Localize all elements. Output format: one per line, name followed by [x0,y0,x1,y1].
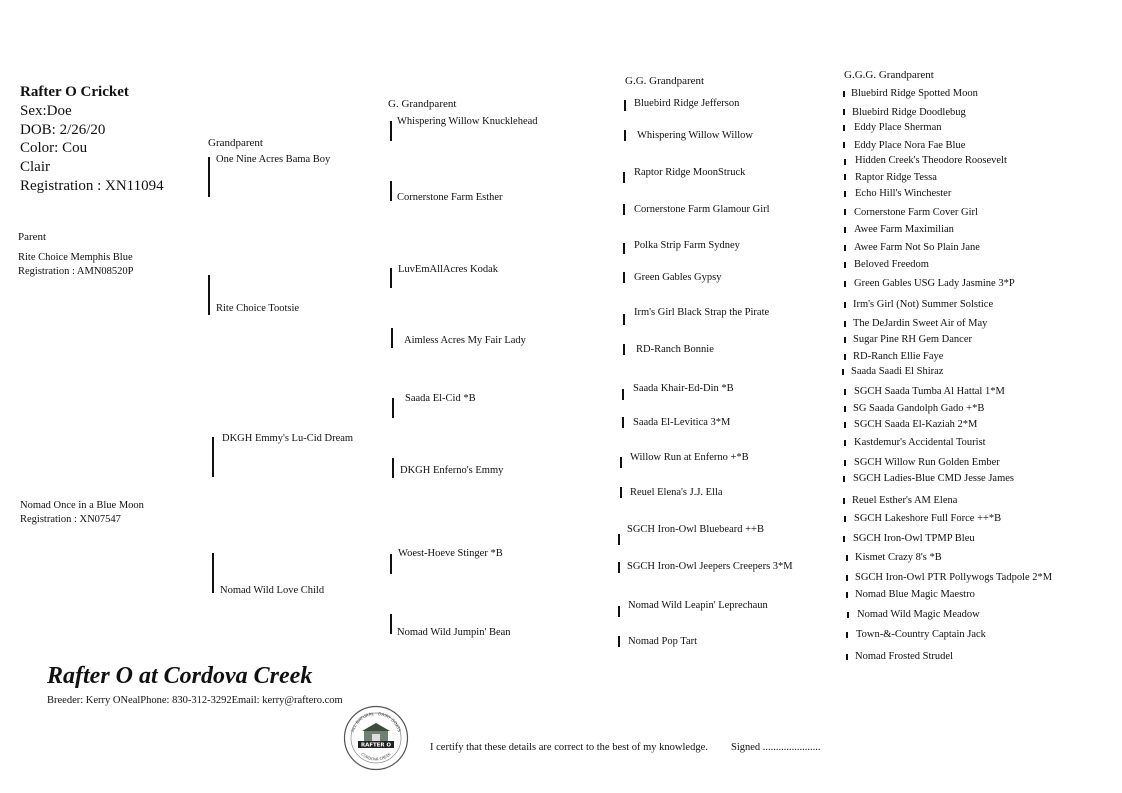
parent-dam-registration: Registration : XN07547 [20,514,121,525]
bracket-line [208,157,210,197]
bracket-line [618,534,620,545]
g-grandparent-8: Nomad Wild Jumpin' Bean [397,627,511,638]
bracket-line [390,268,392,288]
ggg-grandparent-9: Awee Farm Maximilian [854,224,954,235]
ggg-grandparent-5: Hidden Creek's Theodore Roosevelt [855,155,1007,166]
ggg-grandparent-28: SGCH Iron-Owl PTR Pollywogs Tadpole 2*M [855,572,1053,583]
bracket-line [620,457,622,468]
bracket-line [843,125,845,131]
ggg-grandparent-10: Awee Farm Not So Plain Jane [854,242,980,253]
farm-title: Rafter O at Cordova Creek [47,663,313,689]
ggg-grandparent-26: SGCH Iron-Owl TPMP Bleu [853,533,975,544]
bracket-line [844,406,846,412]
subject-sex: Sex:Doe [20,103,72,119]
g-grandparent-5: Saada El-Cid *B [405,393,476,404]
ggg-grandparent-6: Raptor Ridge Tessa [855,172,937,183]
bracket-line [847,612,849,618]
gg-grandparent-12: Reuel Elena's J.J. Ella [630,487,723,498]
bracket-line [843,91,845,97]
header-parent: Parent [18,231,47,243]
gg-grandparent-1: Bluebird Ridge Jefferson [634,98,740,109]
ggg-grandparent-32: Nomad Frosted Strudel [855,651,953,662]
ggg-grandparent-24: Reuel Esther's AM Elena [852,495,958,506]
ggg-grandparent-15: Sugar Pine RH Gem Dancer [853,334,972,345]
ggg-grandparent-17: Saada Saadi El Shiraz [851,366,944,377]
bracket-line [623,272,625,283]
ggg-grandparent-25: SGCH Lakeshore Full Force ++*B [854,513,1002,524]
g-grandparent-1: Whispering Willow Knucklehead [397,116,538,127]
ggg-grandparent-21: Kastdemur's Accidental Tourist [854,437,986,448]
subject-registration: Registration : XN11094 [20,178,164,194]
subject-dob: DOB: 2/26/20 [20,122,106,138]
svg-text:RAFTER O: RAFTER O [361,742,391,749]
gg-grandparent-8: RD-Ranch Bonnie [636,344,714,355]
g-grandparent-3: LuvEmAllAcres Kodak [398,264,499,275]
bracket-line [624,100,626,111]
ggg-grandparent-20: SGCH Saada El-Kaziah 2*M [854,419,978,430]
bracket-line [622,417,624,428]
bracket-line [846,575,848,581]
bracket-line [844,281,846,287]
ggg-grandparent-29: Nomad Blue Magic Maestro [855,589,975,600]
ggg-grandparent-7: Echo Hill's Winchester [855,188,952,199]
bracket-line [622,389,624,400]
bracket-line [846,555,848,561]
g-grandparent-4: Aimless Acres My Fair Lady [404,335,526,346]
bracket-line [390,121,392,141]
ggg-grandparent-31: Town-&-Country Captain Jack [856,629,986,640]
bracket-line [623,314,625,325]
ggg-grandparent-14: The DeJardin Sweet Air of May [853,318,988,329]
ggg-grandparent-23: SGCH Ladies-Blue CMD Jesse James [853,473,1014,484]
ggg-grandparent-12: Green Gables USG Lady Jasmine 3*P [854,278,1015,289]
bracket-line [390,181,392,201]
bracket-line [844,209,846,215]
bracket-line [844,262,846,268]
bracket-line [392,398,394,418]
bracket-line [623,204,625,215]
bracket-line [623,243,625,254]
breeder-contact: Breeder: Kerry ONealPhone: 830-312-3292Email: kerry@raftero.com [47,695,343,706]
ggg-grandparent-16: RD-Ranch Ellie Faye [853,351,944,362]
gg-grandparent-15: Nomad Wild Leapin' Leprechaun [628,600,768,611]
bracket-line [844,159,846,165]
parent-dam: Nomad Once in a Blue Moon [20,500,144,511]
ggg-grandparent-19: SG Saada Gandolph Gado +*B [853,403,985,414]
bracket-line [618,606,620,617]
grandparent-4: Nomad Wild Love Child [220,585,325,596]
ggg-grandparent-13: Irm's Girl (Not) Summer Solstice [853,299,994,310]
bracket-line [844,174,846,180]
svg-text:ALL NATURAL · DAIRY GOATS: ALL NATURAL · DAIRY GOATS [349,710,403,733]
subject-name: Rafter O Cricket [20,84,129,100]
bracket-line [391,328,393,348]
header-gg-grandparent: G.G. Grandparent [625,75,705,87]
bracket-line [390,614,392,634]
bracket-line [212,437,214,477]
grandparent-2: Rite Choice Tootsie [216,303,300,314]
parent-sire: Rite Choice Memphis Blue [18,252,133,263]
gg-grandparent-9: Saada Khair-Ed-Din *B [633,383,734,394]
gg-grandparent-13: SGCH Iron-Owl Bluebeard ++B [627,524,764,535]
ggg-grandparent-8: Cornerstone Farm Cover Girl [854,207,978,218]
gg-grandparent-11: Willow Run at Enferno +*B [630,452,749,463]
bracket-line [846,632,848,638]
bracket-line [623,344,625,355]
bracket-line [212,553,214,593]
bracket-line [844,460,846,466]
gg-grandparent-3: Raptor Ridge MoonStruck [634,167,746,178]
bracket-line [844,440,846,446]
gg-grandparent-10: Saada El-Levitica 3*M [633,417,731,428]
grandparent-3: DKGH Emmy's Lu-Cid Dream [222,433,354,444]
bracket-line [843,536,845,542]
header-grandparent: Grandparent [208,137,263,149]
parent-sire-registration: Registration : AMN08520P [18,266,134,277]
bracket-line [392,458,394,478]
bracket-line [843,109,845,115]
bracket-line [618,562,620,573]
bracket-line [846,654,848,660]
ggg-grandparent-11: Beloved Freedom [854,259,929,270]
bracket-line [844,245,846,251]
signature-line: Signed ...................... [731,742,821,753]
grandparent-1: One Nine Acres Bama Boy [216,154,331,165]
bracket-line [844,227,846,233]
ggg-grandparent-1: Bluebird Ridge Spotted Moon [851,88,978,99]
gg-grandparent-7: Irm's Girl Black Strap the Pirate [634,307,770,318]
bracket-line [844,354,846,360]
gg-grandparent-14: SGCH Iron-Owl Jeepers Creepers 3*M [627,561,793,572]
bracket-line [844,516,846,522]
subject-color: Color: Cou [20,140,88,156]
bracket-line [844,337,846,343]
bracket-line [844,321,846,327]
gg-grandparent-5: Polka Strip Farm Sydney [634,240,740,251]
header-ggg-grandparent: G.G.G. Grandparent [844,69,934,81]
ggg-grandparent-4: Eddy Place Nora Fae Blue [854,140,966,151]
bracket-line [843,498,845,504]
bracket-line [618,636,620,647]
bracket-line [846,592,848,598]
ggg-grandparent-30: Nomad Wild Magic Meadow [857,609,980,620]
ggg-grandparent-22: SGCH Willow Run Golden Ember [854,457,1000,468]
bracket-line [208,275,210,315]
gg-grandparent-4: Cornerstone Farm Glamour Girl [634,204,770,215]
bracket-line [844,191,846,197]
ggg-grandparent-18: SGCH Saada Tumba Al Hattal 1*M [854,386,1005,397]
bracket-line [843,476,845,482]
bracket-line [844,389,846,395]
ggg-grandparent-2: Bluebird Ridge Doodlebug [852,107,966,118]
g-grandparent-6: DKGH Enferno's Emmy [400,465,504,476]
bracket-line [842,369,844,375]
header-g-grandparent: G. Grandparent [388,98,457,110]
bracket-line [844,302,846,308]
svg-text:CORDOVA CREEK: CORDOVA CREEK [360,751,392,762]
gg-grandparent-2: Whispering Willow Willow [637,130,754,141]
bracket-line [624,130,626,141]
g-grandparent-2: Cornerstone Farm Esther [397,192,503,203]
farm-seal-logo [343,705,409,771]
bracket-line [623,172,625,183]
bracket-line [620,487,622,498]
bracket-line [844,422,846,428]
g-grandparent-7: Woest-Hoeve Stinger *B [398,548,503,559]
subject-color-cont: Clair [20,159,50,175]
bracket-line [390,554,392,574]
gg-grandparent-16: Nomad Pop Tart [628,636,698,647]
certification-statement: I certify that these details are correct to the best of my knowledge. [430,742,708,753]
bracket-line [843,142,845,148]
gg-grandparent-6: Green Gables Gypsy [634,272,722,283]
ggg-grandparent-27: Kismet Crazy 8's *B [855,552,942,563]
ggg-grandparent-3: Eddy Place Sherman [854,122,942,133]
